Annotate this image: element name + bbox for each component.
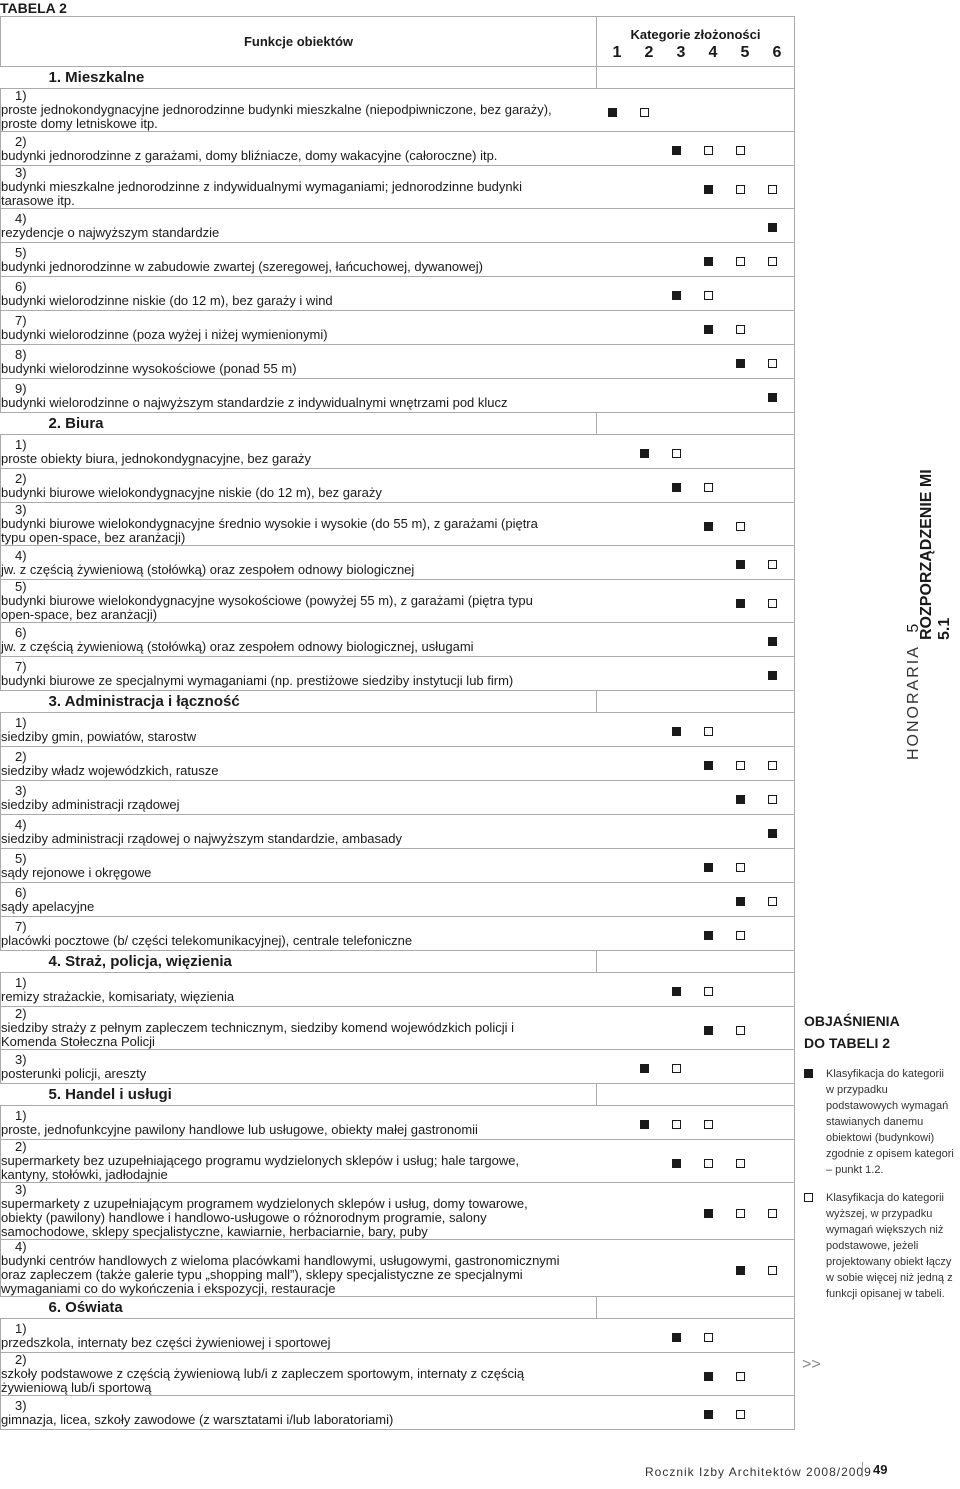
category-marks: [597, 311, 795, 345]
row-description: budynki wielorodzinne o najwyższym standardzie z indywidualnymi wnętrzami pod klucz: [1, 394, 508, 410]
row-number: 1): [15, 436, 27, 452]
filled-square-icon: [704, 1372, 713, 1381]
row-description: siedziby straży z pełnym zapleczem technicznym, siedziby komend wojewódzkich policji i Komenda Stołeczna Policji: [1, 1020, 514, 1049]
category-marks: [597, 1353, 795, 1396]
category-marks: [597, 469, 795, 503]
section-header-row: [1, 1297, 795, 1319]
category-marks: [597, 580, 795, 623]
section-header-row: [1, 691, 795, 713]
table-label: TABELA 2: [0, 0, 67, 16]
category-marks: [597, 713, 795, 747]
row-number: 8): [15, 346, 27, 362]
empty-square-icon: [768, 257, 777, 266]
function-cell: [1, 132, 597, 166]
functions-header: Funkcje obiektów: [1, 17, 597, 67]
row-description: budynki wielorodzinne wysokościowe (ponad 55 m): [1, 360, 297, 376]
row-description: supermarkety z uzupełniającym programem wydzielonych sklepów i usług, domy towarowe, obiekty (pawilony) handlowe i handlowo-usługowe o różnorodnym programie, salony samochodowe, sklepy specjalistyczne, kawiarnie, herbaciarnie, bary, puby: [1, 1196, 528, 1239]
table-row: [1, 1396, 795, 1430]
filled-square-icon: [672, 291, 681, 300]
category-marks: [597, 1007, 795, 1050]
category-marks: [597, 89, 795, 132]
empty-square-icon: [768, 185, 777, 194]
table-row: [1, 277, 795, 311]
row-description: siedziby władz wojewódzkich, ratusze: [1, 762, 219, 778]
row-description: budynki centrów handlowych z wieloma placówkami handlowymi, usługowymi, gastronomicznymi oraz zapleczem (także galerie typu „shopping mall”), sklepy specjalistyczne ze specjalnymi wymaganiami co do wykończenia i ekspozycji, restauracje: [1, 1253, 560, 1296]
function-cell: [1, 546, 597, 580]
table-row: [1, 917, 795, 951]
category-marks: [597, 1106, 795, 1140]
table-row: [1, 781, 795, 815]
function-cell: [1, 345, 597, 379]
row-number: 3): [15, 1051, 27, 1067]
empty-square-icon: [768, 599, 777, 608]
table-row: [1, 89, 795, 132]
row-description: proste jednokondygnacyjne jednorodzinne budynki mieszkalne (niepodpiwniczone, bez garaży), proste domy letniskowe itp.: [1, 102, 552, 131]
category-marks: [597, 166, 795, 209]
function-cell: [1, 917, 597, 951]
table-row: [1, 209, 795, 243]
category-marks: [597, 546, 795, 580]
row-number: 3): [15, 782, 27, 798]
category-marks: [597, 1319, 795, 1353]
row-number: 2): [15, 1006, 27, 1021]
table-row: [1, 469, 795, 503]
row-number: 7): [15, 918, 27, 934]
filled-square-icon: [704, 863, 713, 872]
row-description: budynki jednorodzinne z garażami, domy bliźniacze, domy wakacyjne (całoroczne) itp.: [1, 147, 498, 163]
explanation-empty-text: Klasyfikacja do kategorii wyższej, w przypadku wymagań większych niż podstawowe, jeżeli projektowany obiekt łączy w sobie więcej niż jedną z funkcji opisanej w tabeli.: [826, 1192, 953, 1300]
row-description: rezydencje o najwyższym standardzie: [1, 224, 220, 240]
filled-square-icon: [736, 795, 745, 804]
filled-square-icon: [672, 146, 681, 155]
empty-square-icon: [704, 291, 713, 300]
row-number: 1): [15, 88, 27, 103]
table-row: [1, 1007, 795, 1050]
function-cell: [1, 1183, 597, 1240]
section-header-row: [1, 951, 795, 973]
explanation-full: [804, 1066, 954, 1178]
filled-square-icon: [672, 1333, 681, 1342]
function-cell: [1, 1140, 597, 1183]
category-marks: [597, 657, 795, 691]
function-cell: [1, 435, 597, 469]
empty-square-icon: [736, 325, 745, 334]
empty-square-icon: [736, 1026, 745, 1035]
row-number: 6): [15, 884, 27, 900]
filled-square-icon: [736, 560, 745, 569]
row-description: placówki pocztowe (b/ części telekomunikacyjnej), centrale telefoniczne: [1, 932, 413, 948]
category-marks: [597, 973, 795, 1007]
table-row: [1, 1353, 795, 1396]
categories-title: Kategorie złożoności: [630, 26, 761, 42]
category-marks: [597, 503, 795, 546]
table-row: [1, 311, 795, 345]
category-number: 2: [644, 43, 654, 61]
category-marks: [597, 883, 795, 917]
empty-square-icon: [672, 1120, 681, 1129]
row-description: sądy rejonowe i okręgowe: [1, 864, 152, 880]
row-description: budynki mieszkalne jednorodzinne z indywidualnymi wymaganiami; jednorodzinne budynki tarasowe itp.: [1, 179, 523, 208]
row-number: 1): [15, 1107, 27, 1123]
empty-square-icon: [736, 931, 745, 940]
row-description: remizy strażackie, komisariaty, więzienia: [1, 988, 235, 1004]
category-marks: [597, 1240, 795, 1297]
filled-square-icon: [704, 257, 713, 266]
row-description: jw. z częścią żywieniową (stołówką) oraz zespołem odnowy biologicznej: [1, 561, 415, 577]
row-number: 5): [15, 850, 27, 866]
empty-square-icon: [640, 108, 649, 117]
table-row: [1, 747, 795, 781]
filled-square-icon: [672, 483, 681, 492]
function-cell: [1, 623, 597, 657]
function-cell: [1, 311, 597, 345]
filled-square-icon: [768, 393, 777, 402]
filled-square-icon: [640, 449, 649, 458]
table-row: [1, 503, 795, 546]
category-number: 1: [612, 43, 622, 61]
empty-square-icon: [704, 1333, 713, 1342]
row-number: 3): [15, 502, 27, 517]
empty-square-icon: [768, 795, 777, 804]
function-cell: [1, 89, 597, 132]
filled-square-icon: [736, 599, 745, 608]
row-number: 2): [15, 470, 27, 486]
filled-square-icon: [704, 1026, 713, 1035]
category-marks: [597, 1050, 795, 1084]
empty-square-icon: [672, 449, 681, 458]
category-marks: [597, 781, 795, 815]
function-cell: [1, 1007, 597, 1050]
table-row: [1, 132, 795, 166]
row-description: budynki wielorodzinne niskie (do 12 m), bez garaży i wind: [1, 292, 333, 308]
row-description: siedziby gmin, powiatów, starostw: [1, 728, 197, 744]
explanations-title-2: DO TABELI 2: [804, 1035, 891, 1051]
row-description: budynki wielorodzinne (poza wyżej i niżej wymienionymi): [1, 326, 328, 342]
category-marks: [597, 815, 795, 849]
empty-square-icon: [736, 1410, 745, 1419]
page-number: 49: [862, 1462, 887, 1477]
category-marks: [597, 1396, 795, 1430]
row-description: jw. z częścią żywieniową (stołówką) oraz zespołem odnowy biologicznej, usługami: [1, 638, 474, 654]
table-row: [1, 713, 795, 747]
section-header-row: [1, 413, 795, 435]
row-number: 1): [15, 1320, 27, 1336]
empty-square-icon: [736, 863, 745, 872]
filled-square-icon: [804, 1069, 813, 1078]
empty-square-icon: [736, 1159, 745, 1168]
row-number: 2): [15, 1352, 27, 1367]
continue-arrows: >>: [802, 1356, 821, 1373]
function-cell: [1, 1396, 597, 1430]
row-description: przedszkola, internaty bez części żywieniowej i sportowej: [1, 1334, 331, 1350]
table-row: [1, 1183, 795, 1240]
category-marks: [597, 1140, 795, 1183]
row-number: 9): [15, 380, 27, 396]
empty-square-icon: [736, 146, 745, 155]
row-description: proste obiekty biura, jednokondygnacyjne, bez garaży: [1, 450, 312, 466]
category-marks: [597, 623, 795, 657]
complexity-table: [0, 16, 795, 1430]
section-title: 6. Oświata: [48, 1298, 123, 1316]
row-number: 1): [15, 974, 27, 990]
function-cell: [1, 747, 597, 781]
section-title: 2. Biura: [48, 414, 104, 432]
category-marks: [597, 345, 795, 379]
sidebar-sub: 5.1: [936, 617, 953, 640]
table-row: [1, 657, 795, 691]
table-row: [1, 623, 795, 657]
category-numbers: [597, 42, 794, 60]
row-description: siedziby administracji rządowej: [1, 796, 180, 812]
filled-square-icon: [768, 671, 777, 680]
function-cell: [1, 209, 597, 243]
explanation-empty: [804, 1190, 954, 1302]
row-number: 4): [15, 816, 27, 832]
function-cell: [1, 1050, 597, 1084]
section-title: 3. Administracja i łączność: [48, 692, 240, 710]
table-row: [1, 166, 795, 209]
table-row: [1, 1319, 795, 1353]
empty-square-icon: [704, 146, 713, 155]
category-marks: [597, 277, 795, 311]
explanations: [804, 1010, 954, 1302]
row-number: 3): [15, 165, 27, 180]
function-cell: [1, 166, 597, 209]
row-number: 3): [15, 1182, 27, 1197]
row-description: budynki jednorodzinne w zabudowie zwartej (szeregowej, łańcuchowej, dywanowej): [1, 258, 483, 274]
empty-square-icon: [768, 359, 777, 368]
row-description: budynki biurowe wielokondygnacyjne wysokościowe (powyżej 55 m), z garażami (piętra typu open-space, bez aranżacji): [1, 593, 533, 622]
filled-square-icon: [768, 829, 777, 838]
filled-square-icon: [640, 1064, 649, 1073]
table-row: [1, 815, 795, 849]
table-row: [1, 883, 795, 917]
filled-square-icon: [704, 931, 713, 940]
empty-square-icon: [704, 727, 713, 736]
category-marks: [597, 243, 795, 277]
section-title: 5. Handel i usługi: [48, 1085, 172, 1103]
table-row: [1, 345, 795, 379]
function-cell: [1, 1353, 597, 1396]
row-description: proste, jednofunkcyjne pawilony handlowe lub usługowe, obiekty małej gastronomii: [1, 1121, 478, 1137]
categories-header: [597, 17, 795, 67]
filled-square-icon: [768, 637, 777, 646]
category-number: 4: [708, 43, 718, 61]
sidebar-title: ROZPORZĄDZENIE MI: [918, 469, 935, 640]
empty-square-icon: [768, 560, 777, 569]
table-row: [1, 1106, 795, 1140]
category-number: 6: [772, 43, 782, 61]
table-row: [1, 379, 795, 413]
section-header-row: [1, 67, 795, 89]
table-row: [1, 849, 795, 883]
function-cell: [1, 1240, 597, 1297]
row-number: 4): [15, 1239, 27, 1254]
table-row: [1, 243, 795, 277]
empty-square-icon: [672, 1064, 681, 1073]
function-cell: [1, 815, 597, 849]
row-number: 1): [15, 714, 27, 730]
row-number: 2): [15, 748, 27, 764]
row-number: 2): [15, 133, 27, 149]
empty-square-icon: [704, 987, 713, 996]
row-number: 7): [15, 658, 27, 674]
empty-square-icon: [736, 257, 745, 266]
category-marks: [597, 209, 795, 243]
row-description: szkoły podstawowe z częścią żywieniową lub/i z zapleczem sportowym, internaty z częścią żywieniową lub/i sportową: [1, 1366, 525, 1395]
category-marks: [597, 747, 795, 781]
row-number: 2): [15, 1139, 27, 1154]
filled-square-icon: [704, 1410, 713, 1419]
empty-square-icon: [704, 1120, 713, 1129]
table-row: [1, 1140, 795, 1183]
row-number: 7): [15, 312, 27, 328]
function-cell: [1, 849, 597, 883]
table-header-row: [1, 17, 795, 67]
row-number: 3): [15, 1397, 27, 1413]
function-cell: [1, 883, 597, 917]
row-number: 6): [15, 278, 27, 294]
row-description: budynki biurowe wielokondygnacyjne średnio wysokie i wysokie (do 55 m), z garażami (piętra typu open-space, bez aranżacji): [1, 516, 538, 545]
category-marks: [597, 132, 795, 166]
filled-square-icon: [736, 359, 745, 368]
row-number: 4): [15, 547, 27, 563]
section-header-row: [1, 1084, 795, 1106]
empty-square-icon: [704, 1159, 713, 1168]
row-number: 4): [15, 210, 27, 226]
filled-square-icon: [704, 325, 713, 334]
empty-square-icon: [704, 483, 713, 492]
function-cell: [1, 713, 597, 747]
table-row: [1, 435, 795, 469]
empty-square-icon: [804, 1193, 813, 1202]
filled-square-icon: [640, 1120, 649, 1129]
empty-square-icon: [736, 522, 745, 531]
row-number: 6): [15, 624, 27, 640]
sidebar-title-wrap: [918, 470, 958, 640]
filled-square-icon: [704, 761, 713, 770]
table-row: [1, 1050, 795, 1084]
row-description: budynki biurowe wielokondygnacyjne niskie (do 12 m), bez garaży: [1, 484, 382, 500]
filled-square-icon: [768, 223, 777, 232]
function-cell: [1, 580, 597, 623]
row-number: 5): [15, 579, 27, 594]
section-title: 4. Straż, policja, więzienia: [48, 952, 232, 970]
row-description: budynki biurowe ze specjalnymi wymaganiami (np. prestiżowe siedziby instytucji lub firm): [1, 672, 514, 688]
filled-square-icon: [672, 987, 681, 996]
row-description: supermarkety bez uzupełniającego programu wydzielonych sklepów i usług; hale targowe, kantyny, stołówki, jadłodajnie: [1, 1153, 520, 1182]
category-marks: [597, 435, 795, 469]
empty-square-icon: [768, 897, 777, 906]
function-cell: [1, 379, 597, 413]
filled-square-icon: [704, 522, 713, 531]
sidebar-section-num: 5: [905, 623, 922, 633]
filled-square-icon: [672, 1159, 681, 1168]
table-row: [1, 973, 795, 1007]
function-cell: [1, 781, 597, 815]
function-cell: [1, 1319, 597, 1353]
row-number: 5): [15, 244, 27, 260]
empty-square-icon: [736, 1209, 745, 1218]
category-marks: [597, 849, 795, 883]
empty-square-icon: [736, 185, 745, 194]
section-title: 1. Mieszkalne: [48, 68, 145, 86]
empty-square-icon: [736, 1372, 745, 1381]
footer-publication: Rocznik Izby Architektów 2008/2009: [645, 1465, 872, 1479]
filled-square-icon: [736, 1266, 745, 1275]
table-row: [1, 580, 795, 623]
function-cell: [1, 973, 597, 1007]
row-description: posterunki policji, areszty: [1, 1065, 147, 1081]
empty-square-icon: [736, 761, 745, 770]
table-row: [1, 1240, 795, 1297]
function-cell: [1, 1106, 597, 1140]
category-marks: [597, 379, 795, 413]
filled-square-icon: [736, 897, 745, 906]
sidebar-honoraria: HONORARIA: [905, 645, 922, 760]
empty-square-icon: [768, 1266, 777, 1275]
function-cell: [1, 503, 597, 546]
category-marks: [597, 917, 795, 951]
empty-square-icon: [768, 761, 777, 770]
empty-square-icon: [768, 1209, 777, 1218]
filled-square-icon: [704, 185, 713, 194]
table-row: [1, 546, 795, 580]
function-cell: [1, 469, 597, 503]
filled-square-icon: [672, 727, 681, 736]
row-description: gimnazja, licea, szkoły zawodowe (z warsztatami i/lub laboratoriami): [1, 1411, 394, 1427]
explanations-title-1: OBJAŚNIENIA: [804, 1013, 900, 1029]
row-description: sądy apelacyjne: [1, 898, 95, 914]
row-description: siedziby administracji rządowej o najwyższym standardzie, ambasady: [1, 830, 403, 846]
function-cell: [1, 657, 597, 691]
category-number: 3: [676, 43, 686, 61]
function-cell: [1, 243, 597, 277]
filled-square-icon: [704, 1209, 713, 1218]
function-cell: [1, 277, 597, 311]
explanation-full-text: Klasyfikacja do kategorii w przypadku podstawowych wymagań stawianych danemu obiektowi (budynkowi) zgodnie z opisem kategori – punkt 1.2.: [826, 1068, 954, 1176]
category-number: 5: [740, 43, 750, 61]
category-marks: [597, 1183, 795, 1240]
filled-square-icon: [608, 108, 617, 117]
